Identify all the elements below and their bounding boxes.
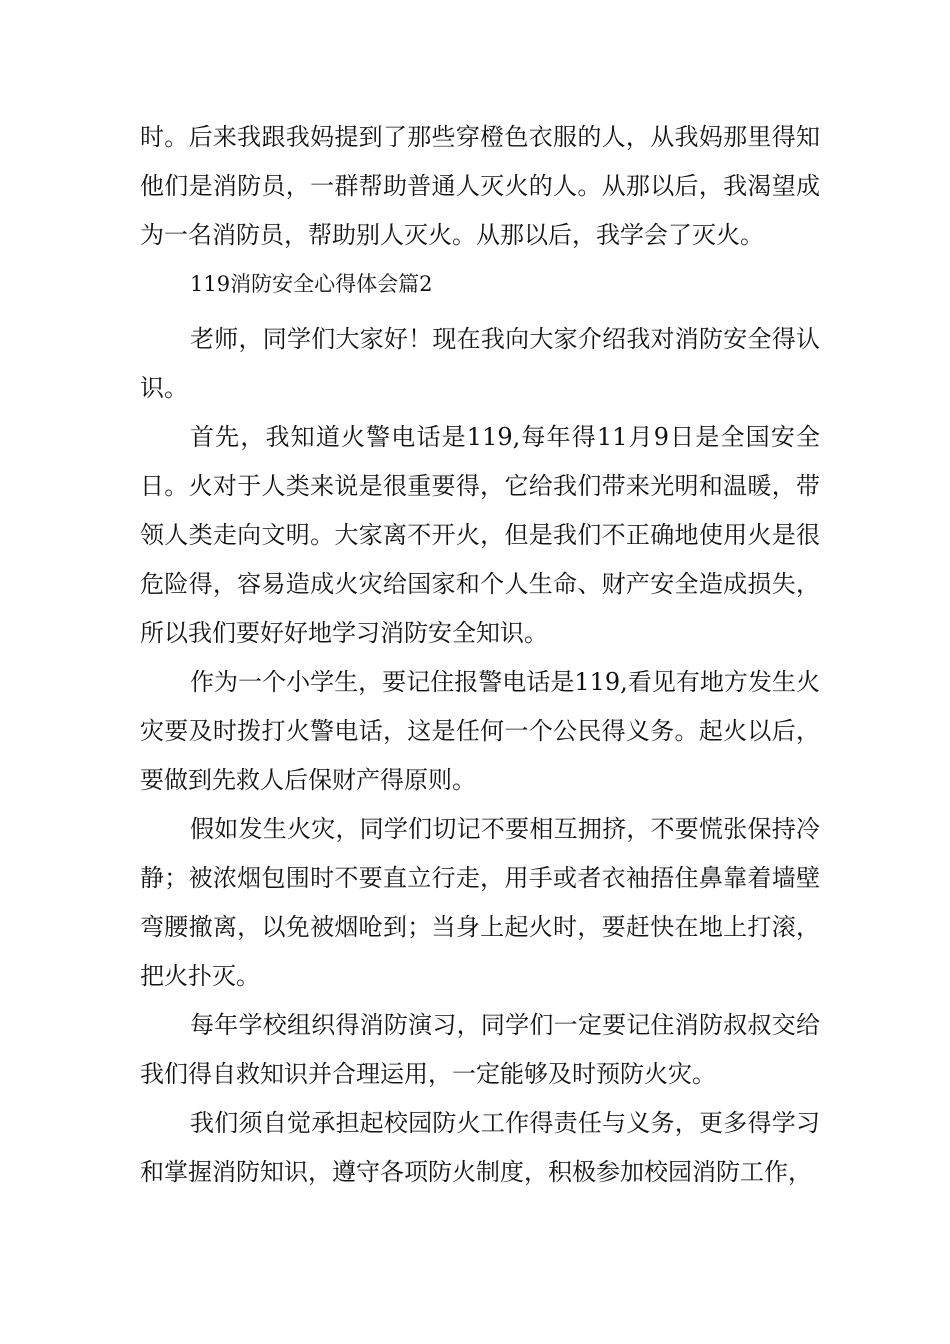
document-body — [140, 113, 820, 1197]
paragraph-fire-drill: 每年学校组织得消防演习，同学们一定要记住消防叔叔交给我们得自救知识并合理运用，一定能够及时预防火灾。 — [140, 1011, 820, 1088]
paragraph-continuation: 时。后来我跟我妈提到了那些穿橙色衣服的人，从我妈那里得知他们是消防员，一群帮助普通人灭火的人。从那以后，我渴望成为一名消防员，帮助别人灭火。从那以后，我学会了灭火。 — [140, 123, 820, 249]
paragraph-fire-escape: 假如发生火灾，同学们切记不要相互拥挤，不要慌张保持冷静；被浓烟包围时不要直立行走，用手或者衣袖捂住鼻靠着墙壁弯腰撤离，以免被烟呛到；当身上起火时，要赶快在地上打滚，把火扑灭。 — [140, 815, 820, 990]
paragraph-student-duty: 作为一个小学生，要记住报警电话是119,看见有地方发生火灾要及时拨打火警电话，这是任何一个公民得义务。起火以后，要做到先救人后保财产得原则。 — [140, 668, 820, 794]
paragraph-firstly: 首先，我知道火警电话是119,每年得11月9日是全国安全日。火对于人类来说是很重要得，它给我们带来光明和温暖，带领人类走向文明。大家离不开火，但是我们不正确地使用火是很危险得，容易造成火灾给国家和个人生命、财产安全造成损失，所以我们要好好地学习消防安全知识。 — [140, 423, 820, 647]
paragraph-greeting: 老师，同学们大家好！现在我向大家介绍我对消防安全得认识。 — [140, 325, 820, 402]
paragraph-responsibility: 我们须自觉承担起校园防火工作得责任与义务，更多得学习和掌握消防知识，遵守各项防火制度，积极参加校园消防工作， — [140, 1109, 820, 1186]
section-heading: 119消防安全心得体会篇2 — [190, 272, 433, 296]
